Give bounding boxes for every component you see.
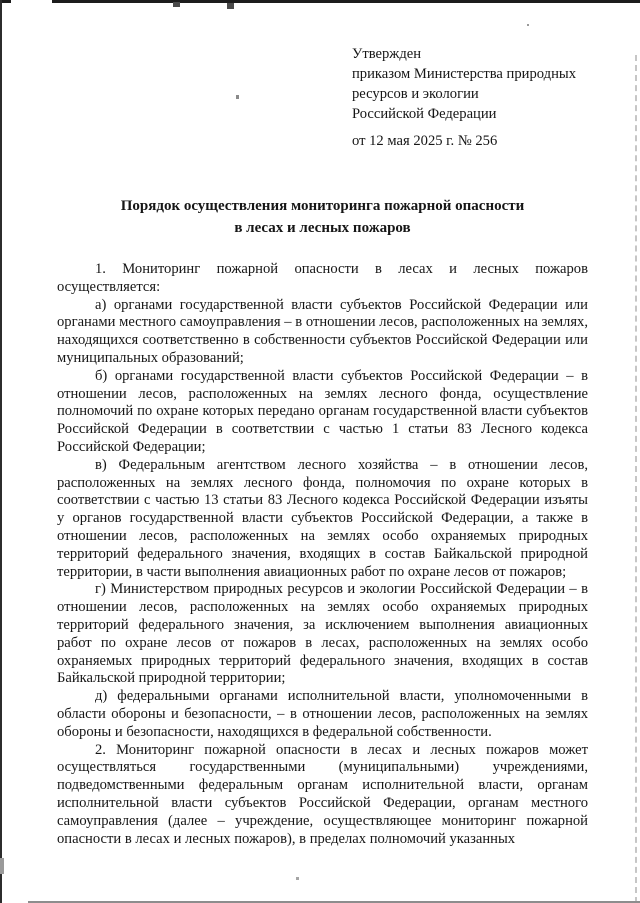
approval-line: приказом Министерства природных xyxy=(352,66,576,82)
body-paragraph-1: 1. Мониторинг пожарной опасности в лесах и лесных пожаров осуществляется: xyxy=(57,261,588,295)
document-title-line2: в лесах и лесных пожаров xyxy=(234,219,411,236)
body-paragraph-2: 2. Мониторинг пожарной опасности в лесах и лесных пожаров может осуществляться государственными (муниципальными) учреждениями, подведомственными федеральным органам исполнительной власти, органам исполнительной власти субъектов Российской Федерации, органам местного самоуправления (далее – учреждение, осуществляющее мониторинг пожарной опасности в лесах и лесных пожаров), в пределах полномочий указанных xyxy=(57,741,588,847)
scan-speck xyxy=(173,2,180,7)
approval-line: Российской Федерации xyxy=(352,106,497,122)
approval-block xyxy=(352,44,592,151)
approval-line: Утвержден xyxy=(352,46,422,62)
body-subparagraph-a: а) органами государственной власти субъектов Российской Федерации или органами местного самоуправления – в отношении лесов, расположенных на землях, находящихся соответственно в собственности субъектов Российской Федерации или муниципальных образований; xyxy=(57,296,588,366)
scan-edge-bottom-left xyxy=(0,858,4,874)
order-date-number: от 12 мая 2025 г. № 256 xyxy=(352,133,498,149)
body-subparagraph-b: б) органами государственной власти субъектов Российской Федерации – в отношении лесов, расположенных на землях лесного фонда, осуществление полномочий по охране которых передано органам государственной власти субъектов Российской Федерации в соответствии с частью 1 статьи 83 Лесного кодекса Российской Федерации; xyxy=(57,367,588,455)
scan-edge-right xyxy=(635,55,637,903)
scan-edge-top xyxy=(52,0,640,3)
scan-speck xyxy=(236,95,239,99)
scan-speck xyxy=(527,24,529,26)
document-body xyxy=(57,261,588,879)
approval-line: ресурсов и экологии xyxy=(352,86,479,102)
document-title-line1: Порядок осуществления мониторинга пожарной опасности xyxy=(120,198,525,214)
body-subparagraph-v: в) Федеральным агентством лесного хозяйства – в отношении лесов, расположенных на землях лесного фонда, полномочия по охране которых в соответствии с частью 13 статьи 83 Лесного кодекса Российской Федерации изъяты у органов государственной власти субъектов Российской Федерации, а также в отношении лесов, расположенных на землях особо охраняемых природных территорий федерального значения, входящих в состав Байкальской природной территории, в части выполнения авиационных работ по охране лесов от пожаров; xyxy=(57,456,588,580)
body-subparagraph-d: д) федеральными органами исполнительной власти, уполномоченными в области обороны и безопасности, – в отношении лесов, расположенных на землях обороны и безопасности, находящихся в федеральной собственности. xyxy=(57,688,588,740)
document-title xyxy=(57,196,588,239)
body-subparagraph-g: г) Министерством природных ресурсов и экологии Российской Федерации – в отношении лесов, расположенных на землях особо охраняемых природных территорий федерального значения, за исключением выполнения авиационных работ по охране лесов от пожаров в лесах, расположенных на землях особо охраняемых природных территорий федерального значения, входящих в состав Байкальской природной территории; xyxy=(57,581,588,687)
scan-speck xyxy=(227,3,234,9)
scan-edge-left xyxy=(0,0,2,903)
